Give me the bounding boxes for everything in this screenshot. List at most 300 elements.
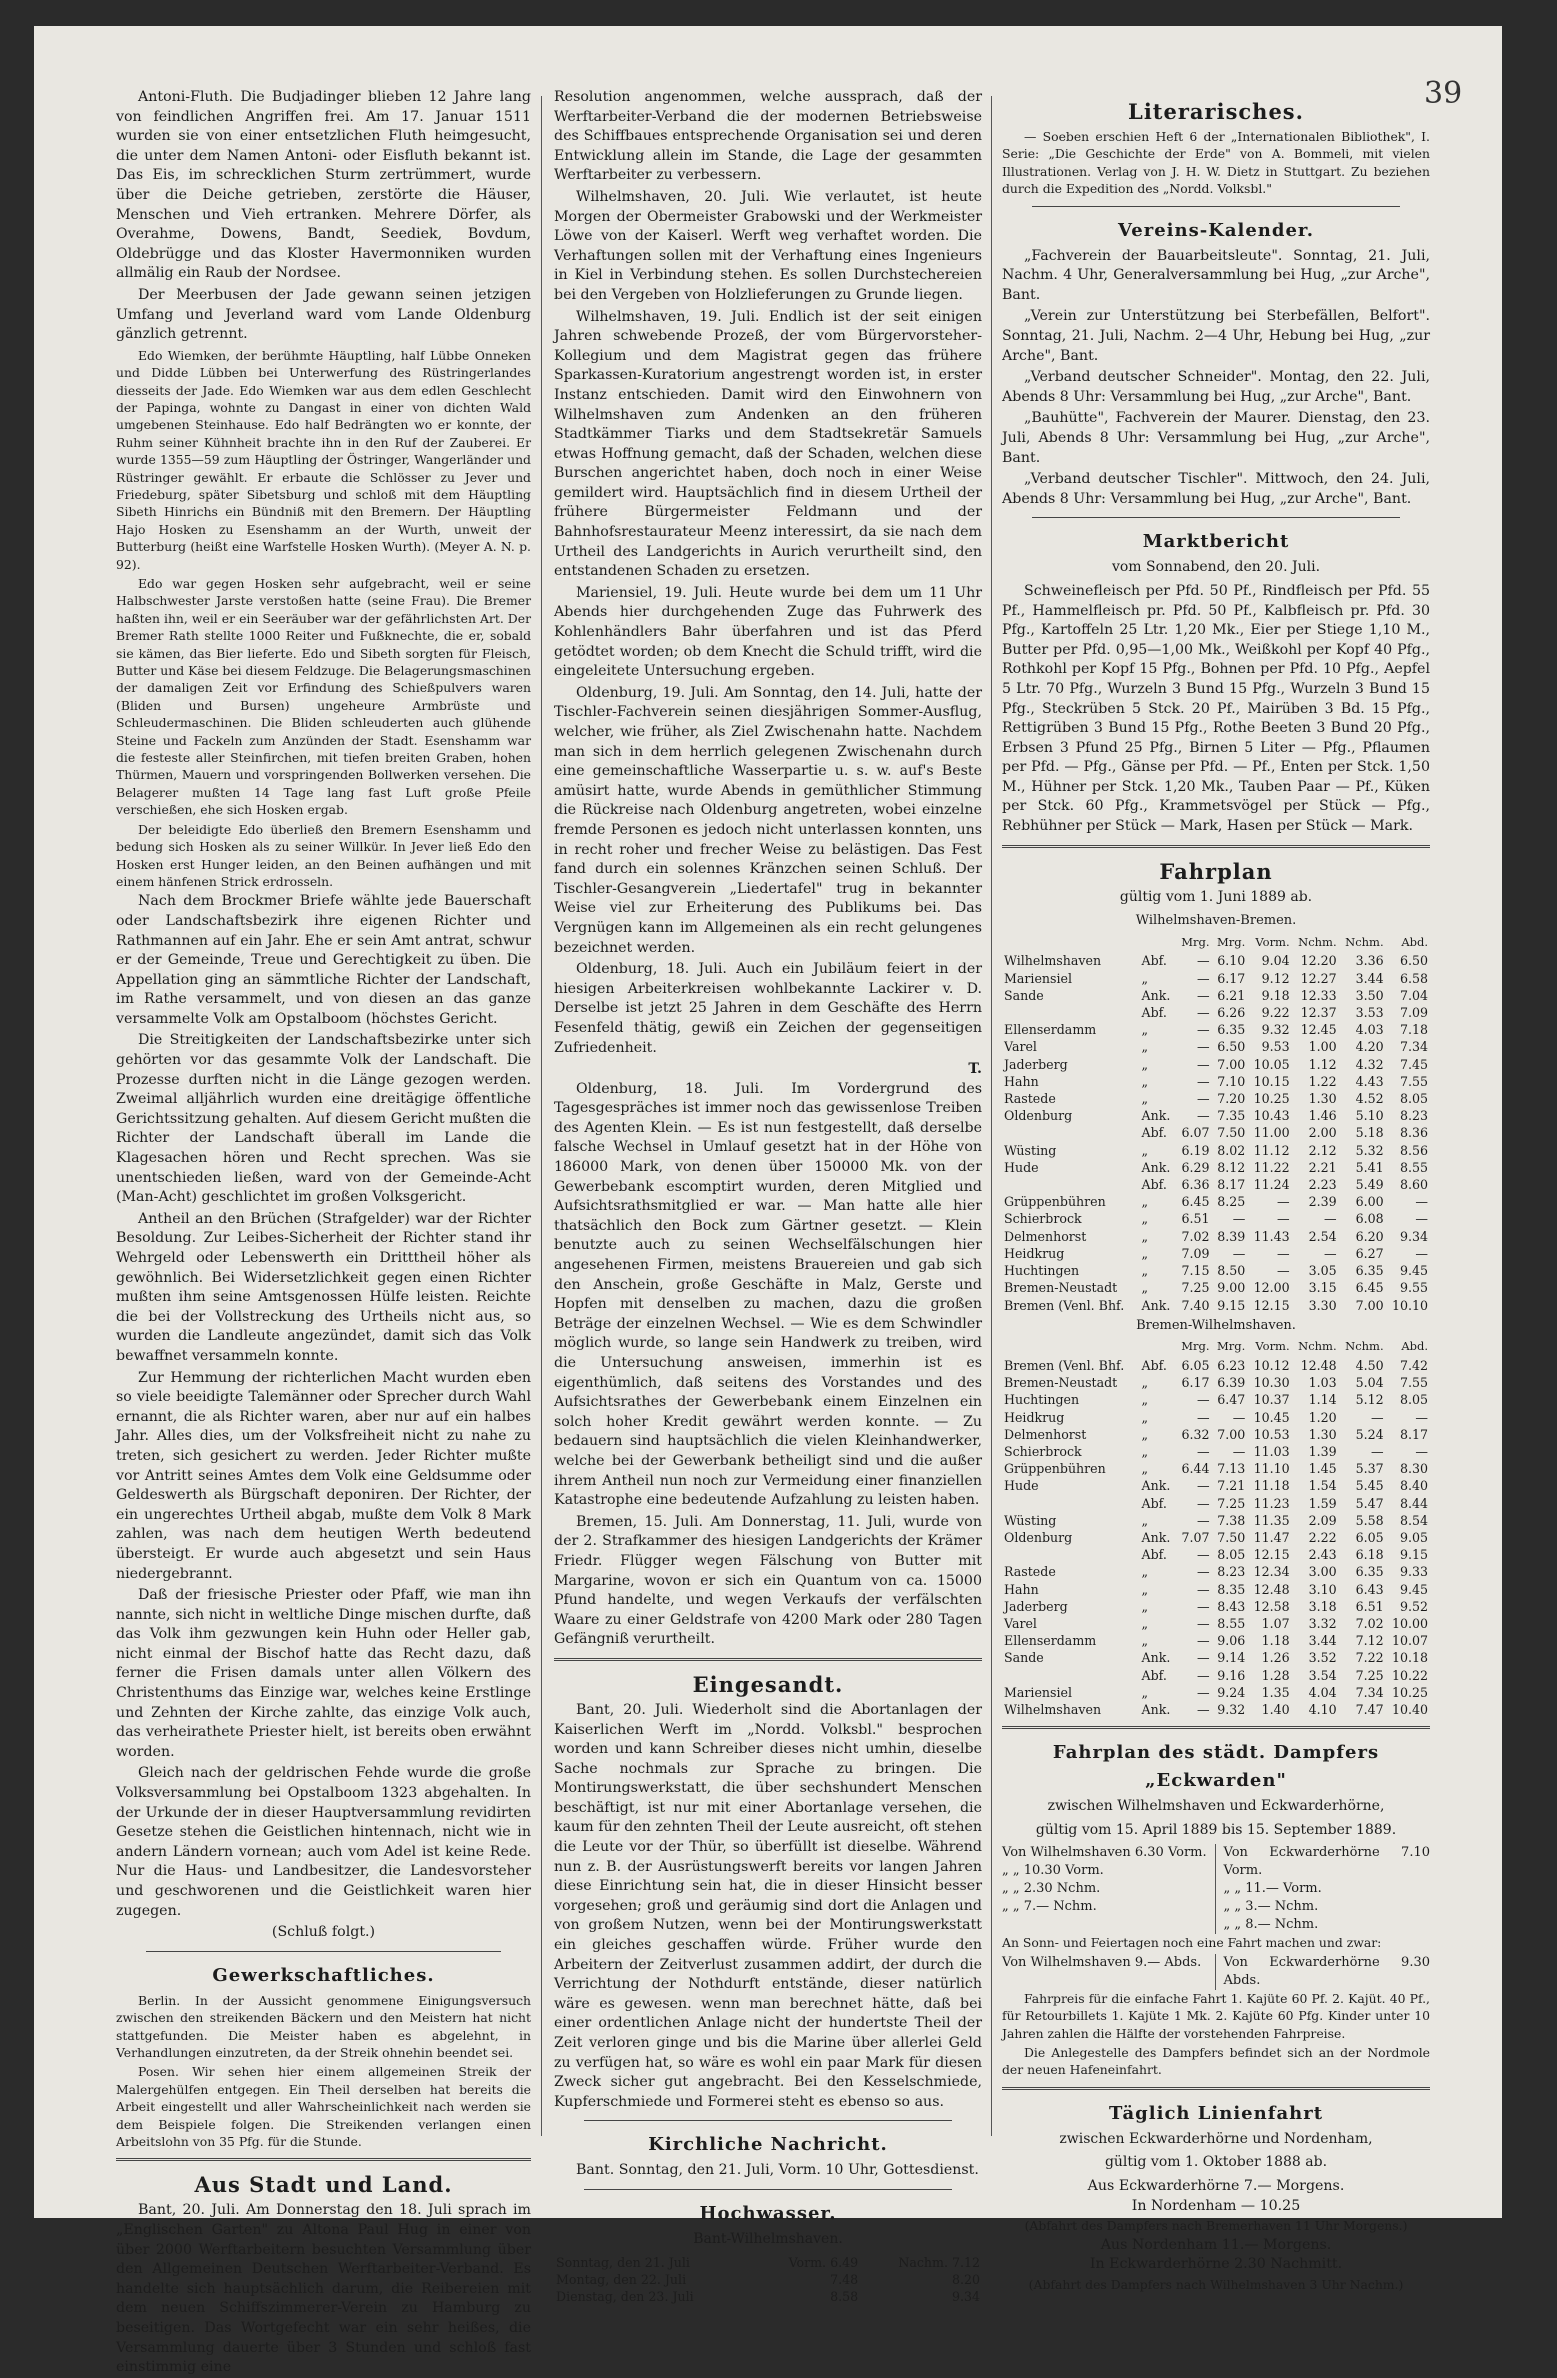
time-cell: 6.05 [1181, 1357, 1210, 1373]
time-cell: 10.18 [1391, 1650, 1428, 1666]
arrival-departure: „ [1141, 1211, 1149, 1227]
time-cell: 2.43 [1308, 1547, 1337, 1563]
table-row [1002, 1443, 1430, 1460]
article-paragraph: Antheil an den Brüchen (Strafgelder) war der Richter Besoldung. Zur Leibes-Sicherheit der Richter stand ihr Wehrgeld oder Lebenswerth ein Dritttheil höher als gewöhnlich. Bei Widersetzlichkeit gegen einen Richter mußten ihm seine Amtsgenossen Hülfe leisten. Reichte die bei der Vollstreckung des Urtheils nicht aus, so wurden die Landleute angezündet, damit sich das Volk bewaffnet versammeln konnte. [116, 1210, 531, 1364]
time-cell: 1.30 [1308, 1426, 1337, 1442]
time-cell: 10.10 [1391, 1297, 1428, 1313]
time-cell: 10.07 [1391, 1633, 1428, 1649]
table-row [1002, 1142, 1430, 1159]
time-cell: — [1196, 987, 1210, 1003]
station-name: Huchtingen [1004, 1263, 1080, 1279]
time-cell: 9.45 [1399, 1581, 1428, 1597]
table-header-cell: Mrg. [1181, 1339, 1210, 1354]
arrival-departure: „ [1141, 1056, 1149, 1072]
arrival-departure: „ [1141, 1564, 1149, 1580]
time-cell: — [1196, 1392, 1210, 1408]
arrival-departure: Abf. [1141, 1177, 1167, 1193]
table-header-cell: Nchm. [1345, 934, 1384, 949]
time-cell: 10.00 [1391, 1615, 1428, 1631]
table-header-row [1002, 933, 1430, 953]
time-cell: 8.17 [1217, 1177, 1246, 1193]
section-heading: Literarisches. [1128, 99, 1304, 124]
table-header-cell: Vorm. [1255, 934, 1290, 949]
time-cell: 5.41 [1355, 1159, 1384, 1175]
arrival-departure: „ [1141, 1443, 1149, 1459]
table-row [1002, 1598, 1430, 1615]
station-name: Wilhelmshaven [1004, 953, 1102, 969]
time-cell: — [1196, 1633, 1210, 1649]
table-row [1002, 1426, 1430, 1443]
ferry-line: „ „ 10.30 Vorm. [1002, 1863, 1104, 1879]
station-name: Grüppenbühren [1004, 1461, 1106, 1477]
table-row [1002, 1495, 1430, 1512]
calendar-entry: „Bauhütte", Fachverein der Maurer. Dienstag, den 23. Juli, Abends 8 Uhr: Versammlung bei Hug, „zur Arche", Bant. [1002, 410, 1430, 466]
station-name: Huchtingen [1004, 1392, 1080, 1408]
article-paragraph: Die Streitigkeiten der Landschaftsbezirke unter sich gehörten vor das gesammte Volk der Landschaft. Die Prozesse durften nicht in die Länge gezogen werden. Zweimal alljährlich wurden eine dreitägige öffentliche Gerichtssitzung gehalten. Auf diesem Gericht mußten die Richter der Landschaft überall im Lande die Klagesachen hören und Recht sprechen. Was sie unentschieden ließen, ward von der Gemeinde-Acht (Man-Acht) geschlichtet im großen Volksgericht. [116, 1032, 531, 1206]
time-cell: 6.45 [1355, 1280, 1384, 1296]
line-service-entry: In Nordenham — 10.25 [1131, 2197, 1301, 2214]
table-row [1002, 1228, 1430, 1245]
time-cell: 1.18 [1261, 1633, 1290, 1649]
time-cell: 7.35 [1217, 1108, 1246, 1124]
arrival-departure: Abf. [1141, 1667, 1167, 1683]
time-cell: — [1196, 1667, 1210, 1683]
time-cell: 7.15 [1181, 1263, 1210, 1279]
time-cell: 7.55 [1399, 1073, 1428, 1089]
time-cell: 3.05 [1308, 1263, 1337, 1279]
time-cell: 1.07 [1261, 1615, 1290, 1631]
time-cell: 9.34 [1399, 1228, 1428, 1244]
time-cell: 10.12 [1253, 1357, 1290, 1373]
article-paragraph: Antoni-Fluth. Die Budjadinger blieben 12 Jahre lang von feindlichen Angriffen frei. Am 17. Januar 1511 wurden sie von einer entsetzlichen Fluth heimgesucht, die unter dem Namen Antoni- oder Eisfluth bekannt ist. Das Eis, im schrecklichen Sturm zertrümmert, wurde über die Deiche getrieben, zerstörte die Häuser, Menschen und Vieh ertranken. Mehrere Dörfer, als Overahme, Dowens, Bandt, Seediek, Bovdum, Oldebrügge und das Kloster Havermonniken wurden allmälig ein Raub der Nordsee. [116, 89, 531, 282]
station-name: Bremen-Neustadt [1004, 1375, 1118, 1391]
line-service-entry: Aus Nordenham 11.— Morgens. [1100, 2236, 1332, 2253]
time-cell: 8.05 [1399, 1392, 1428, 1408]
arrival-departure: Abf. [1141, 1547, 1167, 1563]
tide-table [554, 2254, 982, 2306]
arrival-departure: Ank. [1141, 1529, 1171, 1545]
time-cell: 1.22 [1308, 1073, 1337, 1089]
time-cell: 12.27 [1300, 970, 1337, 986]
arrival-departure: „ [1141, 1426, 1149, 1442]
divider [584, 2120, 952, 2121]
table-row [1002, 1193, 1430, 1210]
time-cell: — [1196, 1650, 1210, 1666]
time-cell: 9.14 [1217, 1650, 1246, 1666]
time-cell: 5.32 [1355, 1142, 1384, 1158]
arrival-departure: Abf. [1141, 1005, 1167, 1021]
table-row [1002, 1262, 1430, 1279]
table-row [1002, 1021, 1430, 1038]
ferry-line: Von Eckwarderhörne 9.30 Abds. [1223, 1954, 1430, 1988]
station-name [1002, 1546, 1140, 1563]
time-cell: — [1232, 1245, 1246, 1261]
time-cell: 4.52 [1355, 1091, 1384, 1107]
article-paragraph: Bant, 20. Juli. Wiederholt sind die Abortanlagen der Kaiserlichen Werft im „Nordd. Volksbl." besprochen worden und kann Schreiber dieses nicht umhin, dieselbe Sache nochmals zur Sprache zu bringen. Die Montirungswerkstatt, die über sechshundert Menschen beschäftigt, ist nur mit einer Abortanlage versehen, die kaum für den zehnten Theil der Leute ausreicht, oft stehen die Leute vor der Thür, so überfüllt ist dieselbe. Während nun z. B. der Ausrüstungswerft bereits vor langen Jahren diese Einrichtung sein hat, die in dieser Hinsicht besser vorgesehen; groß und geräumig sind dort die Anlagen und von großem Nutzen, wenn bei der Montirungswerkstatt ein gleiches geschaffen würde. Früher wurde den Arbeitern der Zeitverlust zusammen addirt, der durch die Verrichtung der Nothdurft entstände, dieser natürlich wäre es gewesen. wenn man berechnet hätte, daß bei einer ordentlichen Anlage nicht der hundertste Theil der Zeit verloren ginge und bis die Marine über allerlei Geld zu verfügen hat, so wäre es wohl ein paar Mark für diesen Zweck sicher gut angebracht. Bei den Kesselschmiede, Kupferschmiede und Formerei steht es ebenso so aus. [554, 1701, 982, 2110]
time-cell: — [1324, 1211, 1337, 1227]
table-row [1002, 1107, 1430, 1124]
page-number: 39 [1424, 76, 1463, 111]
table-header-cell [1002, 1337, 1140, 1357]
section-heading: Gewerkschaftliches. [212, 1964, 435, 1986]
time-cell: 6.32 [1181, 1426, 1210, 1442]
timetable-bremen-wilhelmshaven [1002, 1337, 1430, 1718]
arrival-departure: Ank. [1141, 987, 1171, 1003]
time-cell: 4.10 [1308, 1701, 1337, 1717]
time-cell: 11.35 [1253, 1512, 1290, 1528]
time-cell: 12.58 [1253, 1598, 1290, 1614]
section-heading: Vereins-Kalender. [1117, 219, 1315, 241]
station-name: Wüsting [1004, 1512, 1057, 1528]
time-cell: — [1196, 1108, 1210, 1124]
section-heading: Hochwasser. [699, 2202, 837, 2224]
time-cell: 5.45 [1355, 1478, 1384, 1494]
author-signature: T. [968, 1061, 982, 1078]
station-name: Hude [1004, 1478, 1039, 1494]
time-cell: 7.07 [1181, 1529, 1210, 1545]
time-cell: — [1196, 1056, 1210, 1072]
time-cell: 6.50 [1217, 1039, 1246, 1055]
time-cell: 2.21 [1308, 1159, 1337, 1175]
section-heading: Kirchliche Nachricht. [648, 2134, 888, 2156]
time-cell: 12.20 [1300, 953, 1337, 969]
time-cell: 6.18 [1355, 1547, 1384, 1563]
time-cell: — [1232, 1443, 1246, 1459]
table-row [1002, 1649, 1430, 1666]
time-cell: 7.12 [1355, 1633, 1384, 1649]
time-cell: 6.51 [1181, 1211, 1210, 1227]
time-cell: — [1196, 1478, 1210, 1494]
time-cell: — [1196, 953, 1210, 969]
time-cell: 9.52 [1399, 1598, 1428, 1614]
station-name: Heidkrug [1004, 1409, 1065, 1425]
table-row [1002, 1038, 1430, 1055]
column-rule [991, 96, 992, 2136]
time-cell: 1.12 [1308, 1056, 1337, 1072]
article-paragraph: Berlin. In der Aussicht genommene Einigungsversuch zwischen den streikenden Bäckern und den Meistern hat nicht stattgefunden. Die Meister haben es abgelehnt, in Verhandlungen einzutreten, da der Streik ohnehin beendet sei. [116, 1992, 531, 2060]
divider [146, 1951, 501, 1952]
time-cell: — [1196, 1443, 1210, 1459]
time-cell: — [1277, 1194, 1290, 1210]
table-row [1002, 1004, 1430, 1021]
market-report: Schweinefleisch per Pfd. 50 Pf., Rindfleisch per Pfd. 55 Pf., Hammelfleisch pr. Pfd. 50 Pf., Kalbfleisch pr. Pfd. 30 Pfg., Kartoffeln 25 Ltr. 1,20 Mk., Eier per Stiege 1,10 M., Butter per Pfd. 0,95—1,00 Mk., Weißkohl per Kopf 40 Pfg., Rothkohl per Kopf 15 Pfg., Bohnen per Pfd. 10 Pfg., Aepfel 5 Ltr. 70 Pfg., Wurzeln 3 Bund 15 Pfg., Wurzeln 3 Bund 15 Pfg., Steckrüben 5 Stck. 20 Pf., Mairüben 3 Bd. 15 Pfg., Rettigrüben 3 Bund 15 Pfg., Rothe Beeten 3 Bund 20 Pfg., Erbsen 3 Pfund 25 Pfg., Birnen 5 Liter — Pfg., Pflaumen per Pfd. — Pfg., Gänse per Pfd. — Pf., Enten per Stck. 1,50 M., Hühner per Stck. 1,20 Mk., Tauben Paar — Pf., Küken per Stck. 60 Pfg., Krammetsvögel per Stück — Pfg., Rebhühner per Stück — Mark, Hasen per Stück — Mark. [1002, 582, 1430, 835]
arrival-departure: „ [1141, 1615, 1149, 1631]
time-cell: 3.32 [1308, 1615, 1337, 1631]
time-cell: 1.59 [1308, 1495, 1337, 1511]
time-cell: 11.03 [1253, 1443, 1290, 1459]
time-cell: 6.23 [1217, 1357, 1246, 1373]
time-cell: 7.50 [1217, 1529, 1246, 1545]
station-name: Wüsting [1004, 1142, 1057, 1158]
time-cell: 7.50 [1217, 1125, 1246, 1141]
time-cell: 11.18 [1253, 1478, 1290, 1494]
line-service-entry: In Eckwarderhörne 2.30 Nachmitt. [1089, 2256, 1343, 2273]
time-cell: 3.44 [1308, 1633, 1337, 1649]
time-cell: 10.53 [1253, 1426, 1290, 1442]
station-name: Sande [1004, 1650, 1044, 1666]
arrival-departure: „ [1141, 1512, 1149, 1528]
arrival-departure: Abf. [1141, 1357, 1167, 1373]
time-cell: 8.56 [1399, 1142, 1428, 1158]
arrival-departure: Ank. [1141, 1478, 1171, 1494]
table-header-cell [1140, 1337, 1176, 1357]
table-row [1002, 1684, 1430, 1701]
article-paragraph: Gleich nach der geldrischen Fehde wurde die große Volksversammlung bei Opstalboom 1323 abgehalten. In der Urkunde der in dieser Hauptversammlung revidirten Gesetze stehen die Geistlichen hintennach, nicht wie in andern Ländern vornean; auch vom Adel ist keine Rede. Nur die Haus- und Landbesitzer, die Landesvorsteher und geschworenen und die Geistlichkeit waren hier zugegen. [116, 1765, 531, 1919]
station-name: Rastede [1004, 1091, 1056, 1107]
article-paragraph: Posen. Wir sehen hier einem allgemeinen Streik der Malergehülfen entgegen. Ein Theil derselben hat bereits die Arbeit eingestellt und aller Wahrscheinlichkeit nach werden sie dem Beispiele folgen. Die Streikenden verlangen einen Arbeitslohn von 35 Pfg. für die Stunde. [116, 2064, 531, 2150]
time-cell: 8.36 [1399, 1125, 1428, 1141]
arrival-departure: „ [1141, 1280, 1149, 1296]
time-cell: 8.55 [1399, 1159, 1428, 1175]
time-cell: 3.44 [1355, 970, 1384, 986]
time-cell: 7.25 [1355, 1667, 1384, 1683]
time-cell: 1.39 [1308, 1443, 1337, 1459]
time-cell: 7.09 [1181, 1245, 1210, 1261]
ferry-departures-eckwarderhoerne [1216, 1844, 1431, 1934]
station-name: Schierbrock [1004, 1211, 1082, 1227]
section-heading: Fahrplan des städt. Dampfers „Eckwarden" [1052, 1742, 1380, 1792]
table-cell: 9.34 [951, 2288, 980, 2304]
station-name [1002, 1495, 1140, 1512]
time-cell: 6.51 [1355, 1598, 1384, 1614]
time-cell: 6.19 [1181, 1142, 1210, 1158]
time-cell: 1.28 [1261, 1667, 1290, 1683]
timetable-wilhelmshaven-bremen [1002, 933, 1430, 1314]
time-cell: 8.50 [1217, 1263, 1246, 1279]
table-row [554, 2288, 982, 2305]
table-subtitle: Bant-Wilhelmshaven. [693, 2230, 843, 2247]
arrival-departure: „ [1141, 1245, 1149, 1261]
divider [584, 2189, 952, 2190]
time-cell: 4.32 [1355, 1056, 1384, 1072]
article-paragraph: Bant. Sonntag, den 21. Juli, Vorm. 10 Uhr, Gottesdienst. [576, 2162, 979, 2179]
time-cell: 8.23 [1399, 1108, 1428, 1124]
arrival-departure: „ [1141, 1392, 1149, 1408]
timetable-title: Bremen-Wilhelmshaven. [1136, 1317, 1296, 1333]
table-row [1002, 1563, 1430, 1580]
time-cell: — [1232, 1211, 1246, 1227]
time-cell: 10.45 [1253, 1409, 1290, 1425]
table-row [1002, 1176, 1430, 1193]
time-cell: 8.35 [1217, 1581, 1246, 1597]
time-cell: 7.22 [1355, 1650, 1384, 1666]
arrival-departure: Ank. [1141, 1297, 1171, 1313]
article-paragraph: Der Meerbusen der Jade gewann seinen jetzigen Umfang und Jeverland ward vom Lande Oldenburg gänzlich getrennt. [116, 286, 531, 343]
time-cell: 7.34 [1355, 1684, 1384, 1700]
time-cell: — [1196, 1039, 1210, 1055]
article-paragraph: — Soeben erschien Heft 6 der „Internationalen Bibliothek", I. Serie: „Die Geschichte der Erde" von A. Bommeli, mit vielen Illustrationen. Verlag von J. H. W. Dietz in Stuttgart. Zu beziehen durch die Expedition des „Nordd. Volksbl." [1002, 129, 1430, 197]
article-paragraph: Zur Hemmung der richterlichen Macht wurden eben so viele beeidigte Talemänner oder Sprecher durch Wahl ernannt, die als Richter waren, aber nur auf ein halbes Jahr. Alles dies, um der Volksfreiheit nicht zu nahe zu treten, sich gesichert zu werden. Jeder Richter mußte vor Antritt seines Amtes dem Volk eine Geldsumme oder Geldeswerth als Bürgschaft deponiren. Der Richter, der ein ungerechtes Urtheil abgab, mußte dem Volk 8 Mark zahlen, was nach dem heutigen Werth bedeutend übersteigt. Er wurde auch abgesetzt und sein Haus niedergebrannt. [116, 1369, 531, 1582]
table-row [1002, 1124, 1430, 1141]
time-cell: — [1196, 970, 1210, 986]
time-cell: 7.34 [1399, 1039, 1428, 1055]
article-paragraph: Daß der friesische Priester oder Pfaff, wie man ihn nannte, sich nicht in weltliche Dinge mischen durfte, daß das Volk ihm gezwungen kein Huhn oder Heller gab, nicht einmal der Bischof hatte das Recht dazu, daß ferner die Frisen damals unter allen Völkern des Christenthums das Einzige war, welches keine Erstlinge und Zehnten der Kirche zahlte, das einzige Volk auch, das verheirathete Priester hielt, ist bereits oben erwähnt worden. [116, 1587, 531, 1760]
time-cell: 10.40 [1391, 1701, 1428, 1717]
time-cell: 6.35 [1217, 1022, 1246, 1038]
time-cell: 7.02 [1181, 1228, 1210, 1244]
time-cell: 6.45 [1181, 1194, 1210, 1210]
time-cell: 3.18 [1308, 1598, 1337, 1614]
article-paragraph: Bremen, 15. Juli. Am Donnerstag, 11. Juli, wurde von der 2. Strafkammer des hiesigen Landgerichts der Krämer Friedr. Flügger wegen Fälschung von Butter mit Margarine, wovon er sich ein Quantum von ca. 15000 Pfund handelte, und wegen Verkaufs der verfälschten Waare zu einer Geldstrafe von 4200 Mark oder 280 Tagen Gefängniß verurtheilt. [554, 1513, 982, 1648]
time-cell: 9.15 [1399, 1547, 1428, 1563]
arrival-departure: „ [1141, 1263, 1149, 1279]
time-cell: 11.43 [1253, 1228, 1290, 1244]
time-cell: 9.04 [1261, 953, 1290, 969]
table-cell: Sonntag, den 21. Juli [556, 2254, 690, 2270]
column-rule [541, 96, 542, 2136]
arrival-departure: „ [1141, 1409, 1149, 1425]
time-cell: 9.33 [1399, 1564, 1428, 1580]
table-row [1002, 1073, 1430, 1090]
table-row [554, 2271, 982, 2288]
time-cell: 11.22 [1253, 1159, 1290, 1175]
time-cell: — [1415, 1443, 1428, 1459]
time-cell: 7.00 [1355, 1297, 1384, 1313]
calendar-entry: „Fachverein der Bauarbeitsleute". Sonntag, 21. Juli, Nachm. 4 Uhr, Generalversammlung bei Hug, „zur Arche", Bant. [1002, 247, 1430, 303]
time-cell: 1.03 [1308, 1375, 1337, 1391]
time-cell: 11.47 [1253, 1529, 1290, 1545]
time-cell: 6.29 [1181, 1159, 1210, 1175]
table-row [1002, 1056, 1430, 1073]
section-heading: Täglich Linienfahrt [1108, 2102, 1324, 2124]
arrival-departure: „ [1141, 970, 1149, 986]
table-header-cell: Vorm. [1255, 1339, 1290, 1354]
ferry-departures-wilhelmshaven [1002, 1844, 1216, 1934]
table-row [1002, 1210, 1430, 1227]
table-header-cell: Mrg. [1181, 934, 1210, 949]
station-name: Grüppenbühren [1004, 1194, 1106, 1210]
table-cell: Montag, den 22. Juli [556, 2271, 687, 2287]
time-cell: 1.54 [1308, 1478, 1337, 1494]
time-cell: 4.03 [1355, 1022, 1384, 1038]
section-subtitle: zwischen Eckwarderhörne und Nordenham, [1059, 2130, 1373, 2147]
time-cell: 6.10 [1217, 953, 1246, 969]
table-row [1002, 1546, 1430, 1563]
ferry-note: An Sonn- und Feiertagen noch eine Fahrt machen und zwar: [1002, 1935, 1382, 1951]
time-cell: 12.45 [1300, 1022, 1337, 1038]
station-name: Ellenserdamm [1004, 1633, 1097, 1649]
ferry-prices: Fahrpreis für die einfache Fahrt 1. Kajüte 60 Pf. 2. Kajüt. 40 Pf., für Retourbillets 1. Kajüte 1 Mk. 2. Kajüte 60 Pfg. Kinder unter 10 Jahren zahlen die Hälfte der vorstehenden Fahrpreise. [1002, 1990, 1430, 2041]
arrival-departure: „ [1141, 1142, 1149, 1158]
time-cell: 8.05 [1217, 1547, 1246, 1563]
table-row [1002, 970, 1430, 987]
time-cell: 2.39 [1308, 1194, 1337, 1210]
column-2 [554, 88, 982, 2304]
divider [1032, 206, 1400, 207]
calendar-entry: „Verein zur Unterstützung bei Sterbefällen, Belfort". Sonntag, 21. Juli, Nachm. 2—4 Uhr, Hebung bei Hug, „zur Arche", Bant. [1002, 308, 1430, 364]
time-cell: — [1324, 1245, 1337, 1261]
time-cell: 6.20 [1355, 1228, 1384, 1244]
time-cell: 8.17 [1399, 1426, 1428, 1442]
calendar-entry: „Verband deutscher Tischler". Mittwoch, den 24. Juli, Abends 8 Uhr: Versammlung bei Hug, „zur Arche", Bant. [1002, 471, 1430, 507]
time-cell: 6.35 [1355, 1263, 1384, 1279]
time-cell: 5.37 [1355, 1461, 1384, 1477]
time-cell: 6.21 [1217, 987, 1246, 1003]
time-cell: 1.35 [1261, 1684, 1290, 1700]
station-name: Varel [1004, 1039, 1037, 1055]
time-cell: 7.00 [1217, 1426, 1246, 1442]
ferry-schedule [1002, 1844, 1430, 1934]
time-cell: 5.04 [1355, 1375, 1384, 1391]
table-row [1002, 1279, 1430, 1296]
time-cell: 10.37 [1253, 1392, 1290, 1408]
time-cell: 8.60 [1399, 1177, 1428, 1193]
time-cell: 3.36 [1355, 953, 1384, 969]
time-cell: — [1196, 1512, 1210, 1528]
time-cell: 10.05 [1253, 1056, 1290, 1072]
table-row [1002, 1460, 1430, 1477]
table-header-cell: Nchm. [1345, 1339, 1384, 1354]
continuation-note: (Schluß folgt.) [271, 1924, 376, 1941]
time-cell: 8.25 [1217, 1194, 1246, 1210]
time-cell: 8.30 [1399, 1461, 1428, 1477]
time-cell: 10.25 [1391, 1684, 1428, 1700]
time-cell: 7.18 [1399, 1022, 1428, 1038]
arrival-departure: „ [1141, 1633, 1149, 1649]
time-cell: 7.09 [1399, 1005, 1428, 1021]
article-paragraph: Edo war gegen Hosken sehr aufgebracht, weil er seine Halbschwester Jarste verstoßen hatte (seine Frau). Die Bremer haßten ihn, weil er ein Seeräuber war der gefährlichsten Art. Der Bremer Rath stellte 1000 Reiter und Fußknechte, die er, sobald sie kämen, das Bier lieferte. Edo und Sibeth sorgten für Fleisch, Butter und Käse bei diesem Feldzuge. Die Belagerungsmaschinen der damaligen Zeit vor Erfindung des Schießpulvers waren (Bliden und Bursen) ungeheure Armbrüste und Schleudermaschinen. Die Bliden schleuderten auch glühende Steine und Fackeln zum Anzünden der Stadt. Esenshamm war die festeste aller Steinfirchen, mit tiefen breiten Graben, hohen Thürmen, Mauern und vorspringenden Bollwerken versehen. Die Belagerer mußten 14 Tage lang fast Luft große Pfeile verschießen, ehe sich Hosken ergab. [116, 576, 531, 818]
table-row [1002, 1374, 1430, 1391]
arrival-departure: Ank. [1141, 1159, 1171, 1175]
station-name: Delmenhorst [1004, 1426, 1087, 1442]
time-cell: — [1196, 1091, 1210, 1107]
time-cell: — [1196, 1409, 1210, 1425]
time-cell: 2.12 [1308, 1142, 1337, 1158]
table-row [1002, 1529, 1430, 1546]
ferry-line: Von Eckwarderhörne 7.10 Vorm. [1223, 1845, 1430, 1879]
table-row [1002, 987, 1430, 1004]
station-name: Varel [1004, 1615, 1037, 1631]
time-cell: — [1196, 1684, 1210, 1700]
ferry-line: Von Wilhelmshaven 9.— Abds. [1002, 1954, 1216, 1990]
time-cell: 9.00 [1217, 1280, 1246, 1296]
time-cell: 10.30 [1253, 1375, 1290, 1391]
time-cell: 1.26 [1261, 1650, 1290, 1666]
time-cell: 8.43 [1217, 1598, 1246, 1614]
station-name: Wilhelmshaven [1004, 1701, 1102, 1717]
arrival-departure: „ [1141, 1228, 1149, 1244]
time-cell: 1.45 [1308, 1461, 1337, 1477]
time-cell: 8.40 [1399, 1478, 1428, 1494]
ferry-line: „ „ 7.— Nchm. [1002, 1899, 1097, 1915]
ferry-line: „ „ 8.— Nchm. [1223, 1917, 1319, 1933]
section-heading: Fahrplan [1159, 858, 1273, 884]
divider [1002, 845, 1430, 848]
station-name: Mariensiel [1004, 970, 1072, 986]
ferry-line: „ „ 2.30 Nchm. [1002, 1881, 1101, 1897]
time-cell: 9.55 [1399, 1280, 1428, 1296]
table-header-cell: Nchm. [1298, 934, 1337, 949]
section-heading: Marktbericht [1142, 531, 1290, 553]
table-row [1002, 1357, 1430, 1374]
time-cell: 6.47 [1217, 1392, 1246, 1408]
time-cell: 9.16 [1217, 1667, 1246, 1683]
article-paragraph: Bant, 20. Juli. Am Donnerstag den 18. Juli sprach im „Englischen Garten" zu Altona Paul Hug in einer von über 2000 Werftarbeitern besuchten Versammlung über den Allgemeinen Deutschen Werftarbeiter-Verband. Es handelte sich hauptsächlich darum, die Reibereien mit dem neuen Schiffszimmerer-Verein zu Hamburg zu beseitigen. Das Wortgefecht war ein sehr heißes, die Versammlung dauerte über 3 Stunden und schloß fast einstimmig eine [116, 2202, 531, 2376]
station-name: Bremen-Neustadt [1004, 1280, 1118, 1296]
article-paragraph: Oldenburg, 18. Juli. Auch ein Jubiläum feiert in der hiesigen Arbeiterkreisen wohlbekannte Lackirer v. D. Derselbe ist jetzt 25 Jahren in dem Geschäfte des Herrn Fesenfeld thätig, gewiß ein Zeichen der gegenseitigen Zufriedenheit. [554, 961, 982, 1056]
time-cell: 7.45 [1399, 1056, 1428, 1072]
station-name: Delmenhorst [1004, 1228, 1087, 1244]
time-cell: 7.25 [1217, 1495, 1246, 1511]
time-cell: 6.35 [1355, 1564, 1384, 1580]
table-row [1002, 1090, 1430, 1107]
station-name: Hude [1004, 1159, 1039, 1175]
time-cell: 6.08 [1355, 1211, 1384, 1227]
table-row [1002, 1159, 1430, 1176]
station-name [1002, 1176, 1140, 1193]
table-row [1002, 1512, 1430, 1529]
station-name [1002, 1667, 1140, 1684]
